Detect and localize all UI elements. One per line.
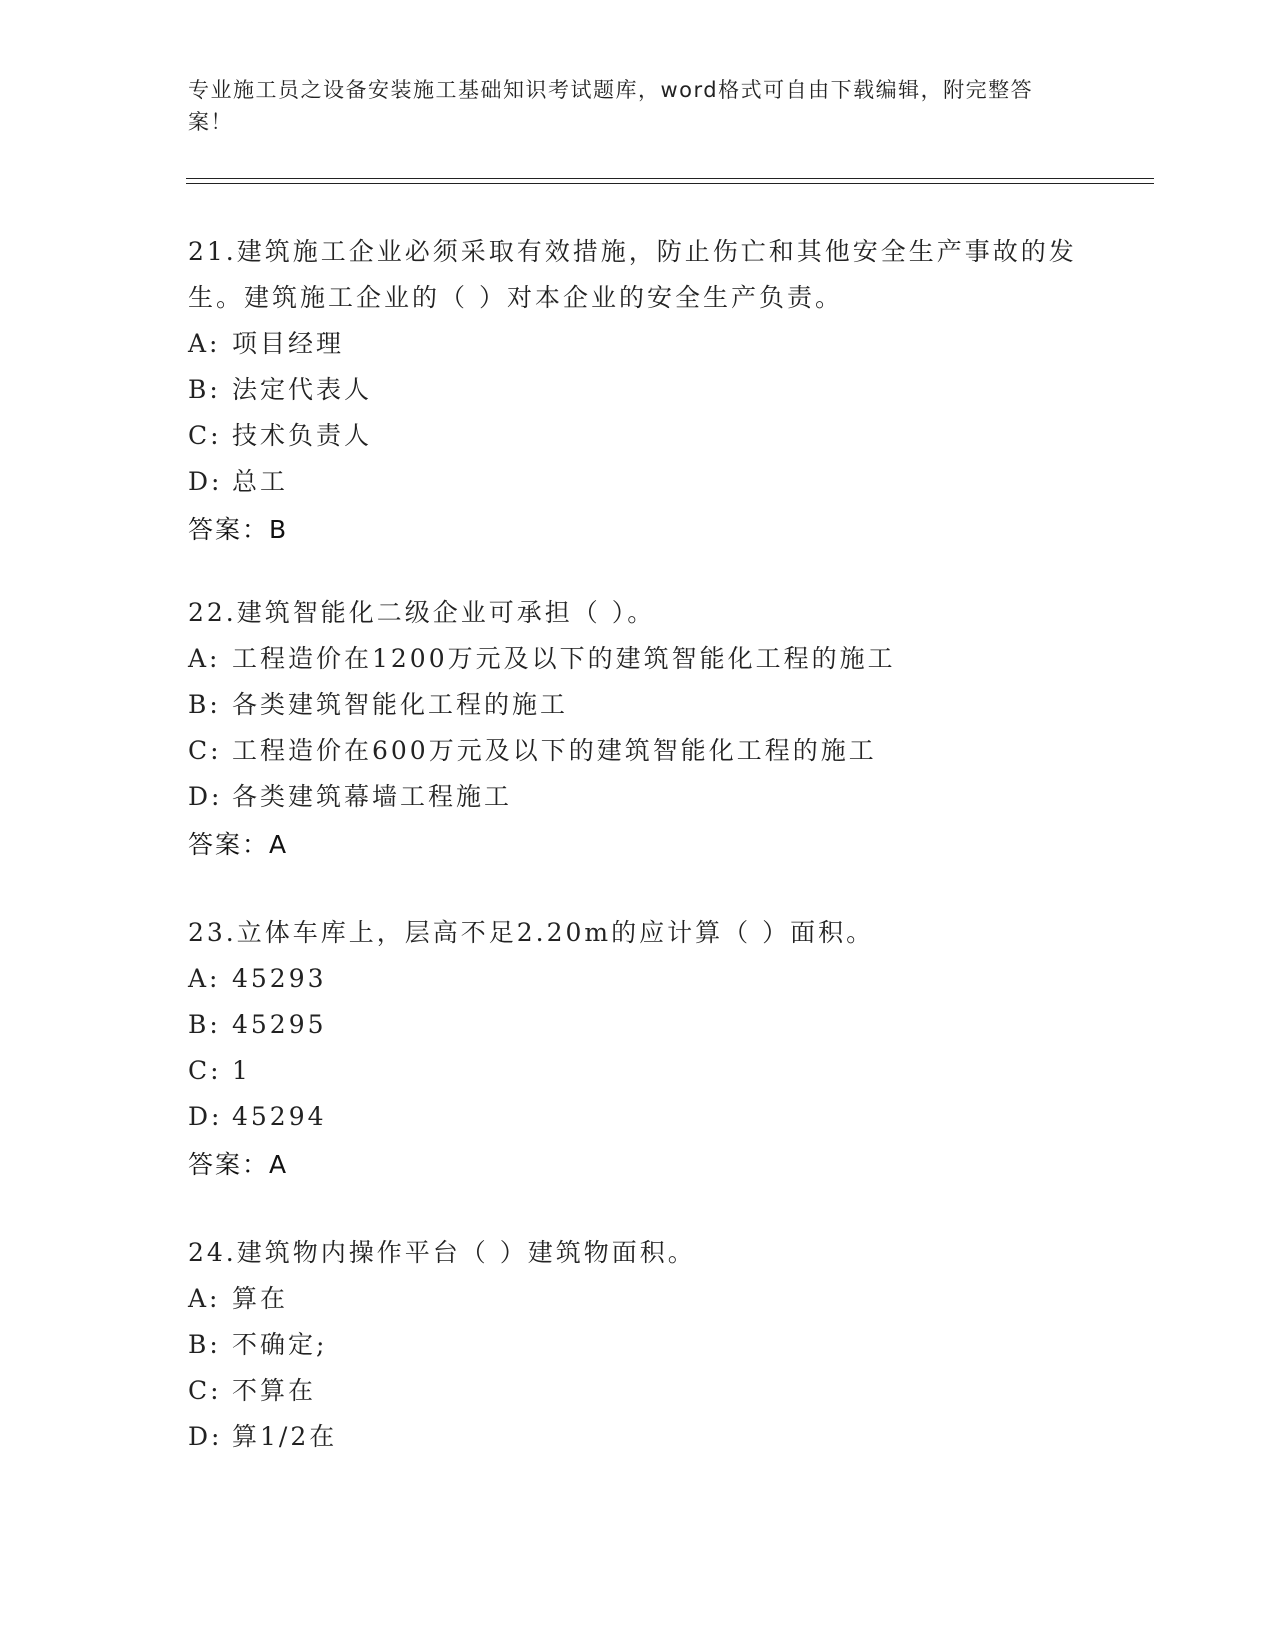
option-c bbox=[188, 413, 1088, 459]
option-a bbox=[188, 321, 1088, 367]
option-letter: C: bbox=[188, 1376, 222, 1405]
option-text: 45294 bbox=[232, 1102, 327, 1131]
option-text: 技术负责人 bbox=[232, 421, 373, 450]
answer-line: 答案：B bbox=[188, 515, 289, 544]
option-letter: C: bbox=[188, 421, 222, 450]
option-text: 45295 bbox=[232, 1010, 327, 1039]
question-stem: 22.建筑智能化二级企业可承担（ ）。 bbox=[188, 598, 656, 627]
option-letter: C: bbox=[188, 736, 222, 765]
question-stem: 23.立体车库上，层高不足2.20m的应计算（ ）面积。 bbox=[188, 918, 875, 947]
header-divider-bottom bbox=[186, 183, 1154, 184]
option-letter: A: bbox=[188, 329, 221, 358]
option-text: 总工 bbox=[232, 467, 289, 496]
option-text: 45293 bbox=[232, 964, 327, 993]
option-letter: C: bbox=[188, 1056, 222, 1085]
option-d bbox=[188, 774, 1088, 820]
option-text: 1 bbox=[232, 1056, 251, 1085]
option-text: 不确定; bbox=[232, 1330, 328, 1359]
option-b bbox=[188, 1322, 1088, 1368]
option-c bbox=[188, 728, 1088, 774]
header-divider-top bbox=[186, 178, 1154, 179]
option-letter: A: bbox=[188, 1284, 221, 1313]
option-text: 工程造价在1200万元及以下的建筑智能化工程的施工 bbox=[232, 644, 896, 673]
option-letter: A: bbox=[188, 964, 221, 993]
option-a bbox=[188, 636, 1088, 682]
option-d bbox=[188, 1094, 1088, 1140]
option-text: 项目经理 bbox=[232, 329, 345, 358]
option-letter: A: bbox=[188, 644, 221, 673]
question-22 bbox=[188, 590, 1088, 868]
option-a bbox=[188, 956, 1088, 1002]
option-letter: B: bbox=[188, 375, 221, 404]
option-letter: D: bbox=[188, 782, 223, 811]
option-letter: D: bbox=[188, 1102, 223, 1131]
option-text: 不算在 bbox=[232, 1376, 317, 1405]
question-stem: 21.建筑施工企业必须采取有效措施，防止伤亡和其他安全生产事故的发生。建筑施工企业的（ ）对本企业的安全生产负责。 bbox=[188, 237, 1077, 312]
option-text: 工程造价在600万元及以下的建筑智能化工程的施工 bbox=[232, 736, 877, 765]
option-b bbox=[188, 1002, 1088, 1048]
question-stem: 24.建筑物内操作平台（ ）建筑物面积。 bbox=[188, 1238, 696, 1267]
option-letter: B: bbox=[188, 690, 221, 719]
option-c bbox=[188, 1368, 1088, 1414]
option-letter: D: bbox=[188, 1422, 223, 1451]
option-text: 法定代表人 bbox=[232, 375, 373, 404]
answer-line: 答案：A bbox=[188, 1150, 289, 1179]
option-text: 算在 bbox=[232, 1284, 289, 1313]
option-letter: B: bbox=[188, 1010, 221, 1039]
option-d bbox=[188, 1414, 1088, 1460]
option-c bbox=[188, 1048, 1088, 1094]
option-text: 算1/2在 bbox=[232, 1422, 338, 1451]
document-header: 专业施工员之设备安装施工基础知识考试题库，word格式可自由下载编辑，附完整答案！ bbox=[188, 78, 1034, 134]
question-23 bbox=[188, 910, 1088, 1188]
option-text: 各类建筑幕墙工程施工 bbox=[232, 782, 513, 811]
option-letter: B: bbox=[188, 1330, 221, 1359]
option-a bbox=[188, 1276, 1088, 1322]
option-letter: D: bbox=[188, 467, 223, 496]
option-text: 各类建筑智能化工程的施工 bbox=[232, 690, 569, 719]
question-21 bbox=[188, 229, 1088, 553]
option-d bbox=[188, 459, 1088, 505]
option-b bbox=[188, 682, 1088, 728]
option-b bbox=[188, 367, 1088, 413]
answer-line: 答案：A bbox=[188, 830, 289, 859]
question-24 bbox=[188, 1230, 1088, 1460]
